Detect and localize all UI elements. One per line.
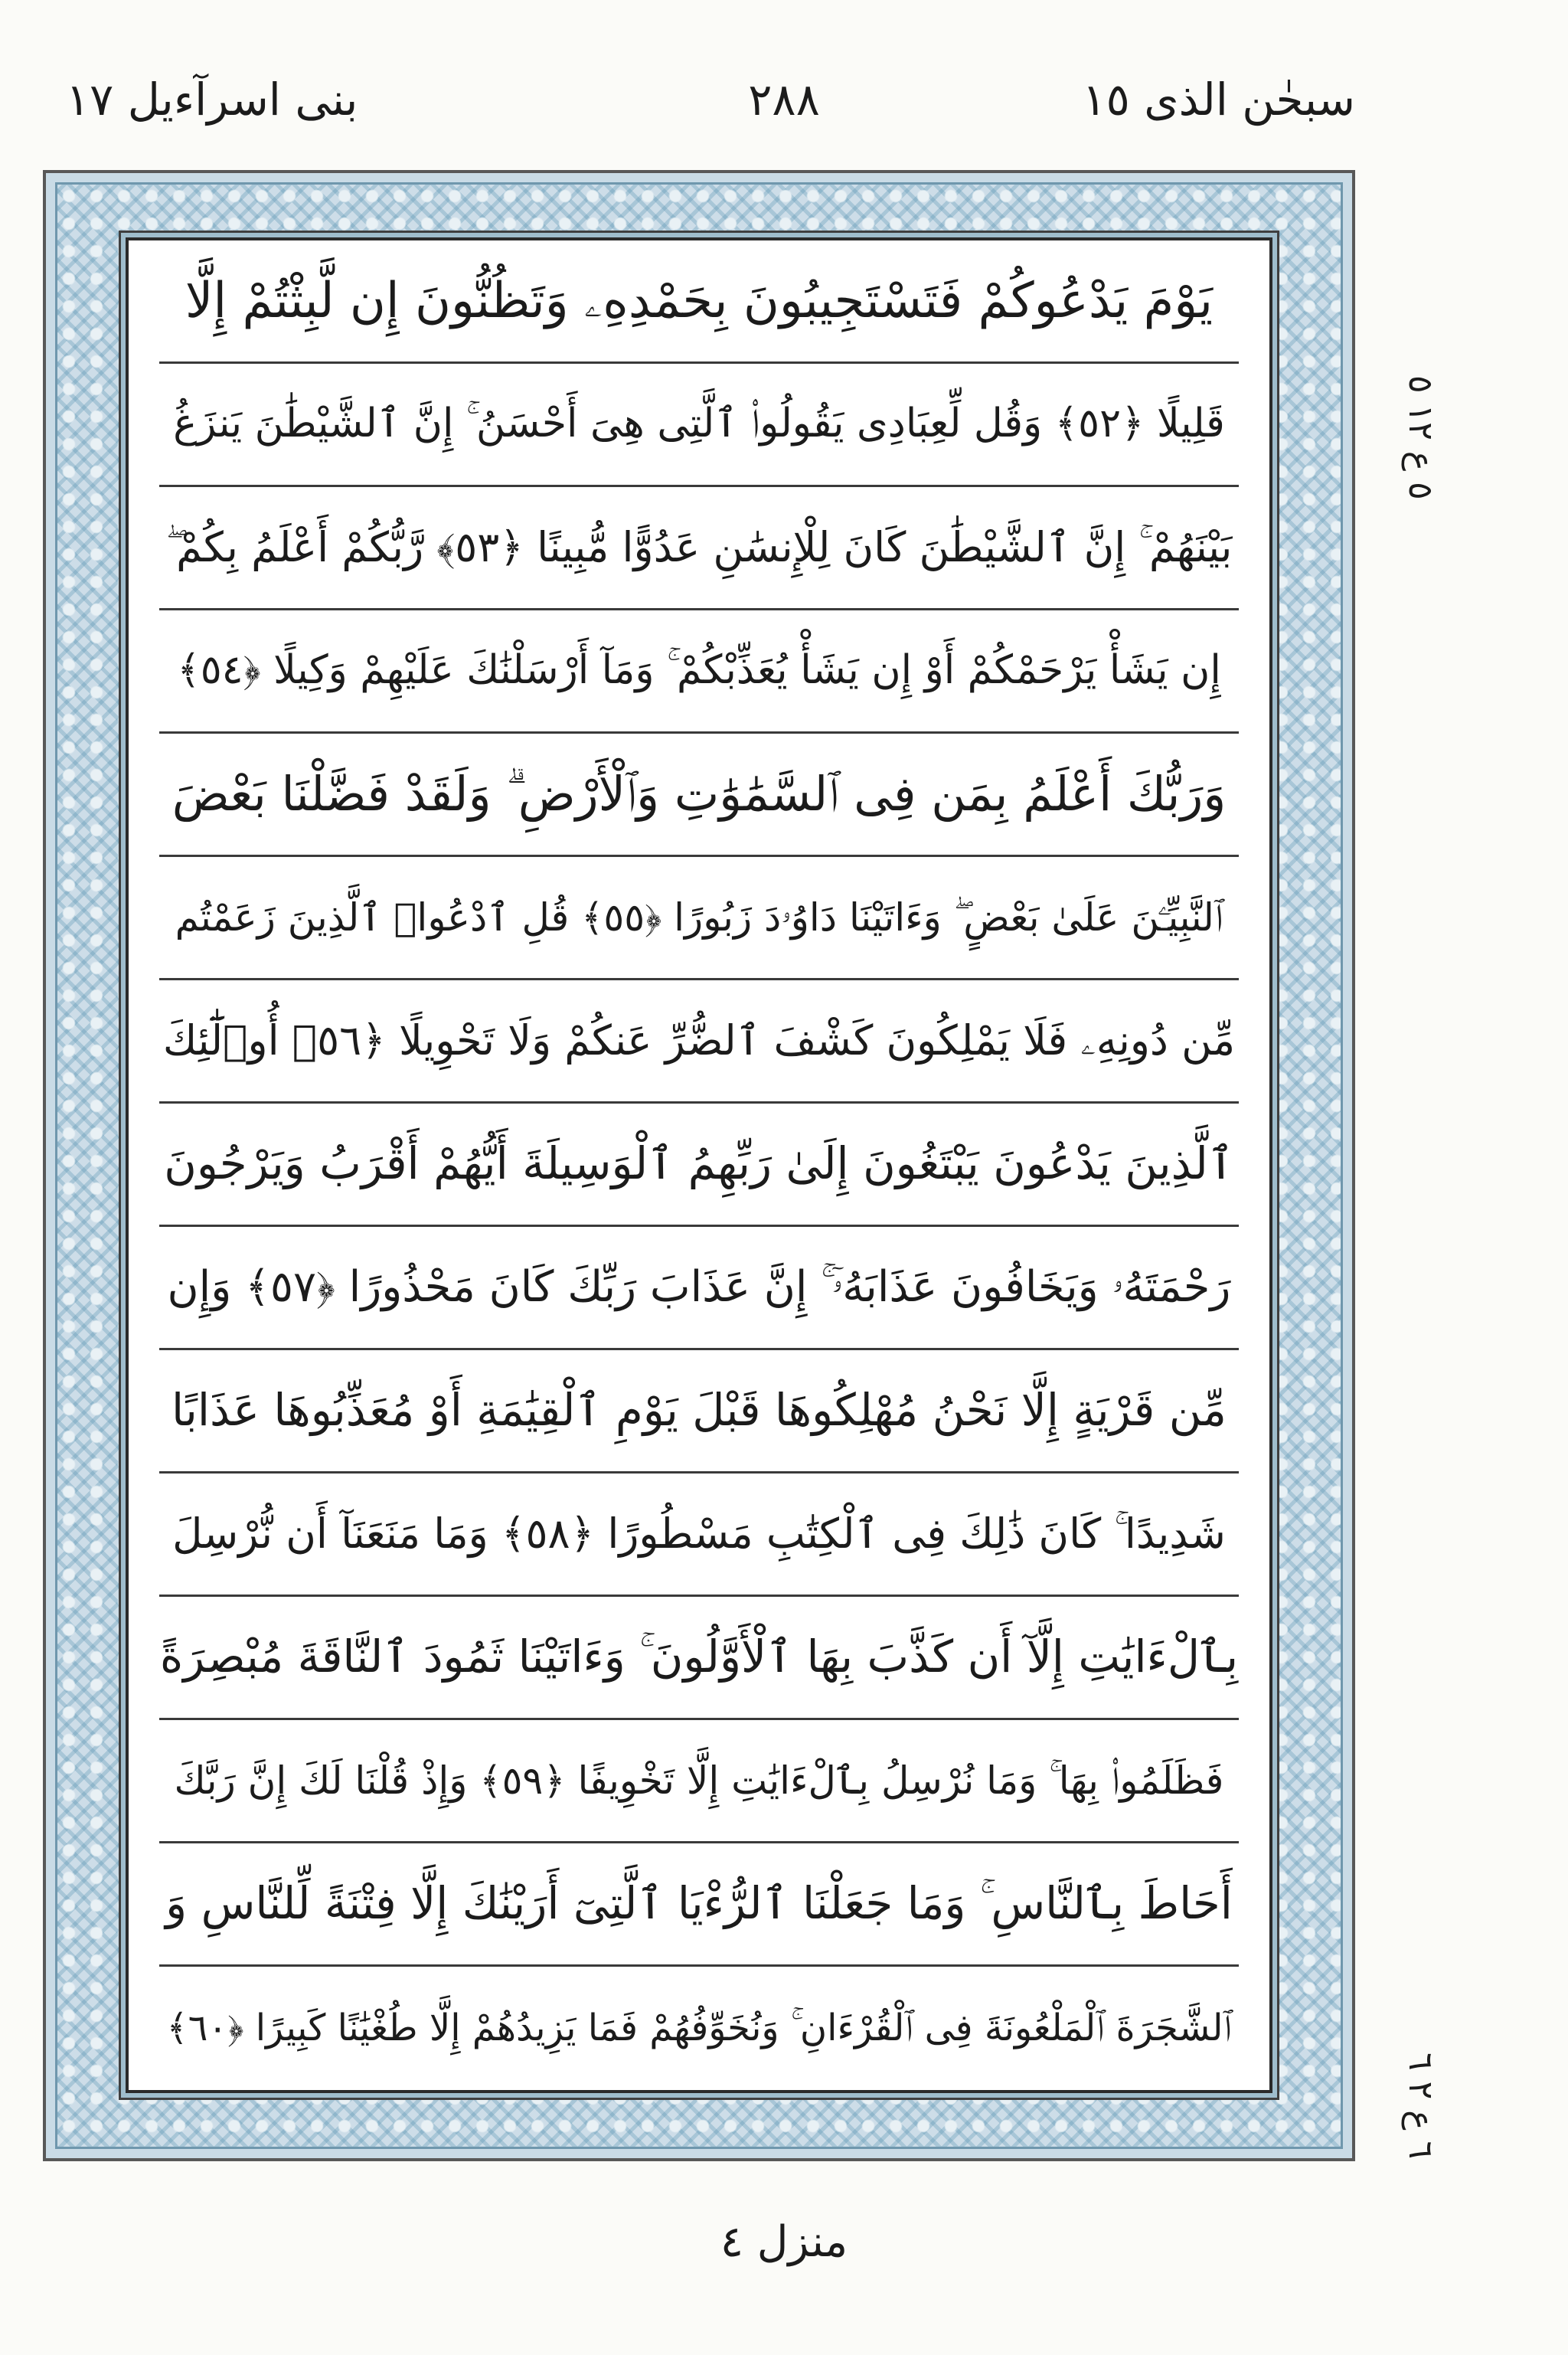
verse-line-9: رَحْمَتَهُۥ وَيَخَافُونَ عَذَابَهُۥٓ ۚ إِنَّ عَذَابَ رَبِّكَ كَانَ مَحْذُورًا ﴿٥٧﴾ وَإِن: [159, 1227, 1239, 1350]
page-frame: [43, 170, 1355, 2161]
verse-line-14: أَحَاطَ بِٱلنَّاسِ ۚ وَمَا جَعَلْنَا ٱلرُّءْيَا ٱلَّتِىٓ أَرَيْنَٰكَ إِلَّا فِتْنَةً لِّلنَّاسِ وَ: [159, 1843, 1239, 1967]
verse-line-1: يَوْمَ يَدْعُوكُمْ فَتَسْتَجِيبُونَ بِحَمْدِهِۦ وَتَظُنُّونَ إِن لَّبِثْتُمْ إِلَّا: [159, 240, 1239, 364]
verse-line-11: شَدِيدًا ۚ كَانَ ذَٰلِكَ فِى ٱلْكِتَٰبِ مَسْطُورًا ﴿٥٨﴾ وَمَا مَنَعَنَآ أَن نُّرْسِلَ: [159, 1474, 1239, 1597]
verse-line-15: ٱلشَّجَرَةَ ٱلْمَلْعُونَةَ فِى ٱلْقُرْءَانِ ۚ وَنُخَوِّفُهُمْ فَمَا يَزِيدُهُمْ إِلَّا طُغْيَٰنًا كَبِيرًا ﴿٦٠﴾: [166, 2007, 1232, 2050]
verse-line-7: مِّن دُونِهِۦ فَلَا يَمْلِكُونَ كَشْفَ ٱلضُّرِّ عَنكُمْ وَلَا تَحْوِيلًا ﴿٥٦﴾ أُو۟لَٰٓئِكَ: [159, 980, 1239, 1104]
ruku-marker-top: ٥ ع ١٢ ٥: [1401, 375, 1440, 500]
manzil-footer: منزل ٤: [720, 2217, 848, 2267]
verse-line-3: بَيْنَهُمْ ۚ إِنَّ ٱلشَّيْطَٰنَ كَانَ لِلْإِنسَٰنِ عَدُوًّا مُّبِينًا ﴿٥٣﴾ رَّبُّكُمْ أَعْلَمُ بِكُمْ ۖ: [159, 487, 1239, 610]
verse-line-13: فَظَلَمُوا۟ بِهَا ۚ وَمَا نُرْسِلُ بِٱلْءَايَٰتِ إِلَّا تَخْوِيفًا ﴿٥٩﴾ وَإِذْ قُلْنَا لَكَ إِنَّ رَبَّكَ: [159, 1720, 1239, 1843]
verse-line-2: قَلِيلًا ﴿٥٢﴾ وَقُل لِّعِبَادِى يَقُولُوا۟ ٱلَّتِى هِىَ أَحْسَنُ ۚ إِنَّ ٱلشَّيْطَٰنَ يَنزَغُ: [159, 364, 1239, 487]
verse-line-10: مِّن قَرْيَةٍ إِلَّا نَحْنُ مُهْلِكُوهَا قَبْلَ يَوْمِ ٱلْقِيَٰمَةِ أَوْ مُعَذِّبُوهَا عَذَابًا: [159, 1350, 1239, 1474]
page-number: ٢٨٨: [748, 74, 820, 126]
ruku-marker-bottom: ٦ ع ٢ ٦: [1401, 2052, 1440, 2160]
verse-line-5: وَرَبُّكَ أَعْلَمُ بِمَن فِى ٱلسَّمَٰوَٰتِ وَٱلْأَرْضِ ۗ وَلَقَدْ فَضَّلْنَا بَعْضَ: [159, 734, 1239, 857]
verse-line-12: بِٱلْءَايَٰتِ إِلَّآ أَن كَذَّبَ بِهَا ٱلْأَوَّلُونَ ۚ وَءَاتَيْنَا ثَمُودَ ٱلنَّاقَةَ مُبْصِرَةً: [159, 1597, 1239, 1720]
juz-label: سبحٰن الذی ١٥: [1082, 74, 1355, 126]
text-panel: [126, 237, 1272, 2093]
verse-line-6: ٱلنَّبِيِّـۧنَ عَلَىٰ بَعْضٍ ۖ وَءَاتَيْنَا دَاوُۥدَ زَبُورًا ﴿٥٥﴾ قُلِ ٱدْعُوا۟ ٱلَّذِينَ زَعَمْتُم: [159, 857, 1239, 980]
surah-label: بنی اسرآءیل ١٧: [66, 74, 358, 126]
verse-line-4: إِن يَشَأْ يَرْحَمْكُمْ أَوْ إِن يَشَأْ يُعَذِّبْكُمْ ۚ وَمَآ أَرْسَلْنَٰكَ عَلَيْهِمْ وَكِيلًا ﴿٥٤﴾: [159, 610, 1239, 734]
verse-line-8: ٱلَّذِينَ يَدْعُونَ يَبْتَغُونَ إِلَىٰ رَبِّهِمُ ٱلْوَسِيلَةَ أَيُّهُمْ أَقْرَبُ وَيَرْجُونَ: [159, 1104, 1239, 1227]
